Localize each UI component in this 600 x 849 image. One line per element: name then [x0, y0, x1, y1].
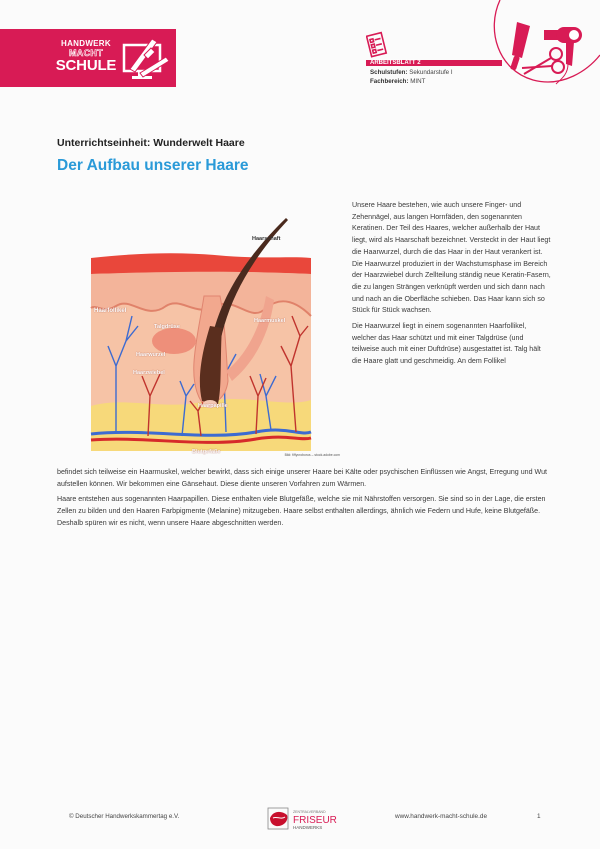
- text-column-right: [352, 200, 552, 372]
- label-blutgefaesse: Blutgefäße: [192, 449, 221, 455]
- friseur-handwerk-logo: [267, 806, 357, 837]
- image-credit: Bild: fiffycroborus – stock.adobe.com: [284, 453, 340, 457]
- label-haarschaft: Haarschaft: [252, 236, 281, 242]
- paragraph: Die Haarwurzel liegt in einem sogenannten Haarfollikel, welcher das Haar schützt und mit einer Talgdrüse (und teilweise auch mit einer Duftdrüse) ausgestattet ist. Talg hält die Haare glatt und geschmeidig. An dem Follikel: [352, 322, 541, 366]
- logo-wordmark: HANDWERK MACHT SCHULE: [55, 39, 117, 74]
- page-title: Der Aufbau unserer Haare: [57, 157, 249, 174]
- label-haarpapille: Haarpapille: [198, 403, 228, 409]
- lips-icon: [267, 806, 357, 832]
- svg-text:ZENTRALVERBAND: ZENTRALVERBAND: [293, 810, 326, 814]
- label-talgdruese: Talgdrüse: [154, 324, 180, 330]
- comb-icon: [510, 22, 530, 71]
- website-link[interactable]: www.handwerk-macht-schule.de: [395, 813, 487, 820]
- svg-text:HANDWERKS: HANDWERKS: [293, 825, 323, 830]
- skin-cross-section-illustration: [86, 196, 341, 461]
- handwerk-macht-schule-logo: [0, 29, 176, 87]
- worksheet-label: ARBEITSBLATT 2: [366, 60, 502, 66]
- text-full-width: [57, 467, 557, 534]
- label-haarfollikel: Haarfollikel: [94, 308, 127, 314]
- label-haarwurzel: Haarwurzel: [136, 352, 166, 358]
- svg-text:FRISEUR: FRISEUR: [293, 815, 337, 826]
- hair-anatomy-diagram: [86, 196, 341, 461]
- checklist-icon: [366, 31, 388, 59]
- paragraph: befindet sich teilweise ein Haarmuskel, welcher bewirkt, dass sich einige unserer Haare bei Kälte oder psychischen Einflüssen wie Angst, Erregung und Wut aufstellen können. Wir bekommen eine Gänsehaut. Diese diente unseren Vorfahren zum Wärmen.: [57, 468, 547, 488]
- copyright: © Deutscher Handwerkskammertag e.V.: [69, 813, 180, 820]
- page-number: 1: [537, 813, 541, 820]
- unit-title: Unterrichtseinheit: Wunderwelt Haare: [57, 137, 245, 149]
- monitor-tools-icon: [118, 33, 174, 85]
- hairdresser-tools-decoration: [488, 0, 600, 100]
- label-haarmuskel: Haarmuskel: [254, 318, 286, 324]
- worksheet-meta: Schulstufen: Sekundarstufe I Fachbereich: MINT: [370, 69, 453, 85]
- paragraph: Unsere Haare bestehen, wie auch unsere Finger- und Zehennägel, aus langen Hornfäden, den sogenannten Keratinen. Der Teil des Haares, welcher außerhalb der Haut liegt, wird als Haarschaft bezeichnet. Versteckt in der Haut liegt die Haarwurzel, durch die das Haar in der Haut verankert ist. Die Haarwurzel produziert in der Wachstumsphase im Bereich der Haarzwiebel durch Zellteilung ständig neue Keratin-Fasern, die zu langen Strängen verknüpft werden und sich dann nach und nach an die Oberfläche schieben. Das Haar kann sich so Stück für Stück wachsen.: [352, 201, 551, 315]
- paragraph: Haare entstehen aus sogenannten Haarpapillen. Diese enthalten viele Blutgefäße, welche sie mit Nährstoffen versorgen. Sie sind so in der Lage, die ersten Zellen zu bilden und den Haaren Farbpigmente (Melanine) mitzugeben. Haare selbst enthalten allerdings, ähnlich wie Federn und Hufe, keine Blutgefäße. Deshalb spüren wir es nicht, wenn unsere Haare abgeschnitten werden.: [57, 495, 546, 527]
- scissors-icon: [522, 48, 564, 74]
- label-haarzwiebel: Haarzwiebel: [133, 370, 165, 376]
